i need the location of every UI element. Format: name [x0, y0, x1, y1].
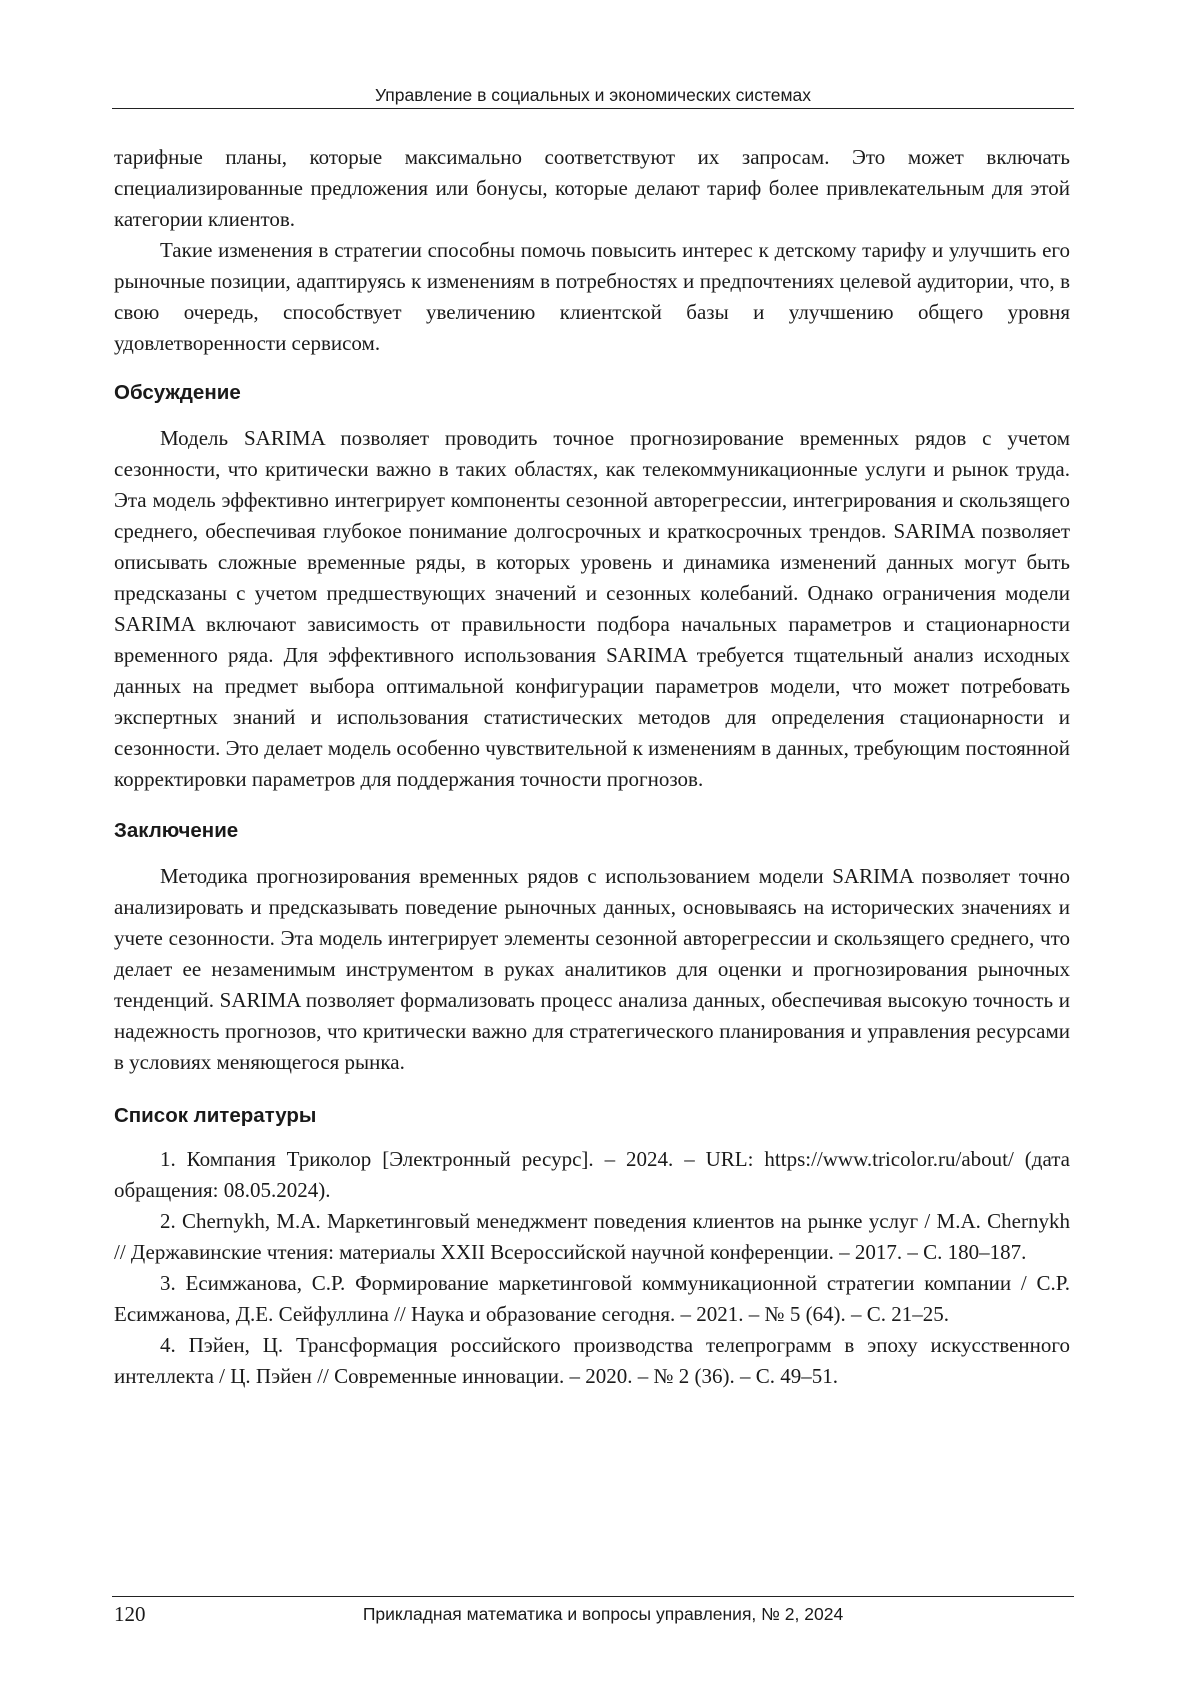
paragraph: Такие изменения в стратегии способны помочь повысить интерес к детскому тарифу и улучшить его рыночные позиции, адаптируясь к изменениям в потребностях и предпочтениях целевой аудитории, что, в свою очередь, способствует увеличению клиентской базы и улучшению общего уровня удовлетворенности сервисом. [114, 238, 1070, 355]
running-title: Управление в социальных и экономических системах [374, 85, 812, 105]
journal-title: Прикладная математика и вопросы управления, № 2, 2024 [362, 1604, 844, 1624]
paragraph: тарифные планы, которые максимально соответствуют их запросам. Это может включать специализированные предложения или бонусы, которые делают тариф более привлекательным для этой категории клиентов. [114, 145, 1070, 231]
section-heading-conclusion: Заключение [114, 819, 239, 842]
reference-list [114, 1144, 1070, 1392]
reference-item: 1. Компания Триколор [Электронный ресурс]. – 2024. – URL: https://www.tricolor.ru/about/ (дата обращения: 08.05.2024). [114, 1147, 1070, 1202]
section-heading-references: Список литературы [114, 1104, 317, 1127]
reference-item: 4. Пэйен, Ц. Трансформация российского производства телепрограмм в эпоху искусственного интеллекта / Ц. Пэйен // Современные инновации. – 2020. – № 2 (36). – С. 49–51. [114, 1333, 1070, 1388]
running-header [112, 84, 1074, 109]
section-heading-discussion: Обсуждение [114, 381, 241, 404]
discussion-paragraph: Модель SARIMA позволяет проводить точное прогнозирование временных рядов с учетом сезонности, что критически важно в таких областях, как телекоммуникационные услуги и рынок труда. Эта модель эффективно интегрирует компоненты сезонной авторегрессии, интегрирования и скользящего среднего, обеспечивая глубокое понимание долгосрочных и краткосрочных трендов. SARIMA позволяет описывать сложные временные ряды, в которых уровень и динамика изменений данных могут быть предсказаны с учетом предшествующих значений и сезонных колебаний. Однако ограничения модели SARIMA включают зависимость от правильности подбора начальных параметров и стационарности временного ряда. Для эффективного использования SARIMA требуется тщательный анализ исходных данных на предмет выбора оптимальной конфигурации параметров модели, что может потребовать экспертных знаний и использования статистических методов для определения стационарности и сезонности. Это делает модель особенно чувствительной к изменениям в данных, требующим постоянной корректировки параметров для поддержания точности прогнозов. [114, 426, 1070, 791]
page-footer [112, 1596, 1074, 1630]
page-number: 120 [114, 1602, 146, 1626]
reference-item: 2. Chernykh, M.A. Маркетинговый менеджмент поведения клиентов на рынке услуг / M.A. Chernykh // Державинские чтения: материалы XXII Всероссийской научной конференции. – 2017. – С. 180–187. [114, 1209, 1070, 1264]
article-body [114, 142, 1070, 1392]
conclusion-paragraph: Методика прогнозирования временных рядов с использованием модели SARIMA позволяет точно анализировать и предсказывать поведение рыночных данных, основываясь на исторических значениях и учете сезонности. Эта модель интегрирует элементы сезонной авторегрессии и скользящего среднего, что делает ее незаменимым инструментом в руках аналитиков для оценки и прогнозирования рыночных тенденций. SARIMA позволяет формализовать процесс анализа данных, обеспечивая высокую точность и надежность прогнозов, что критически важно для стратегического планирования и управления ресурсами в условиях меняющегося рынка. [114, 864, 1070, 1074]
reference-item: 3. Есимжанова, С.Р. Формирование маркетинговой коммуникационной стратегии компании / С.Р. Есимжанова, Д.Е. Сейфуллина // Наука и образование сегодня. – 2021. – № 5 (64). – С. 21–25. [114, 1271, 1070, 1326]
